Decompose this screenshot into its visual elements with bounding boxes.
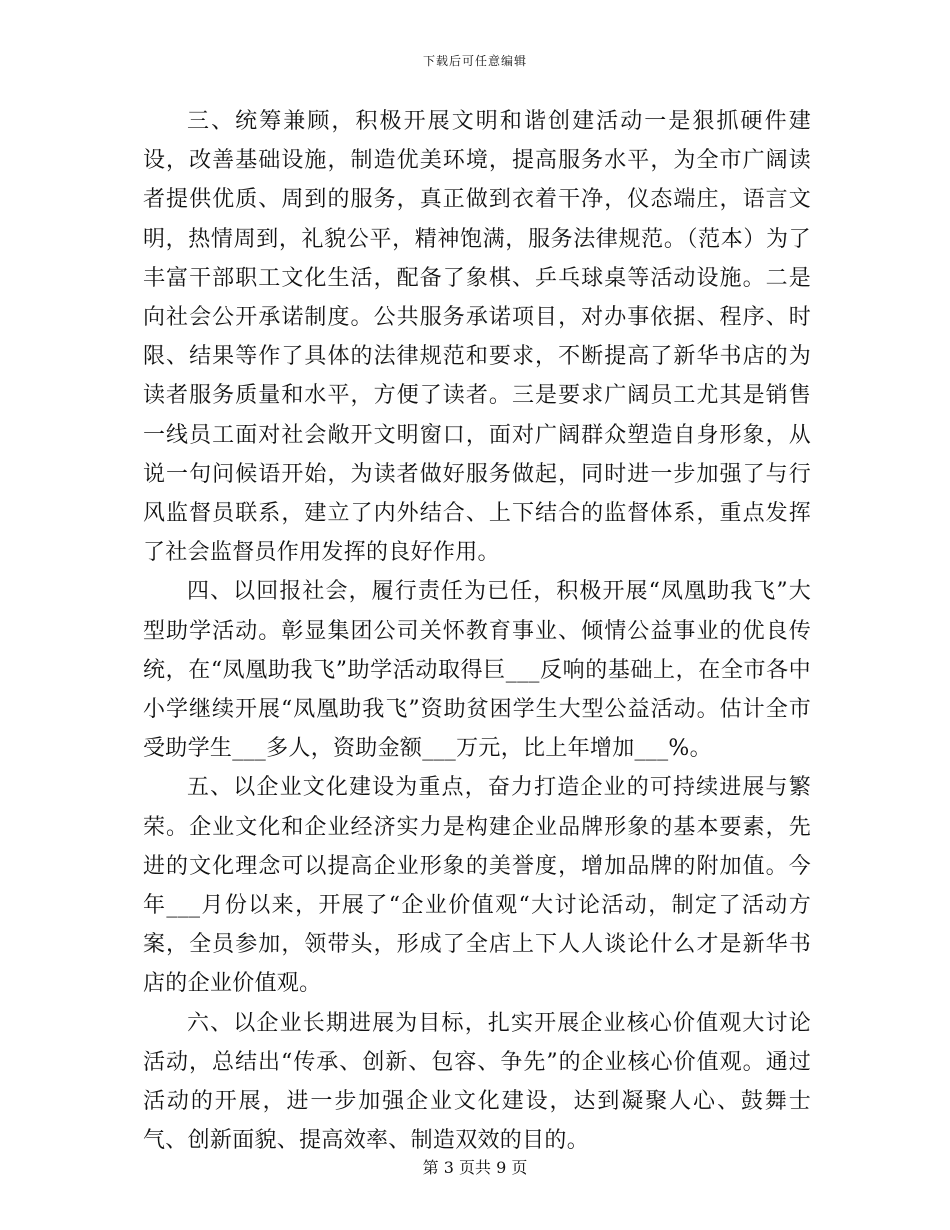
page-header: 下载后可任意编辑 bbox=[422, 54, 527, 68]
paragraph-section-6: 六、以企业长期进展为目标，扎实开展企业核心价值观大讨论活动，总结出“传承、创新、包容、争先”的企业核心价值观。通过活动的开展，进一步加强企业文化建设，达到凝聚人心、鼓舞士气、创新面貌、提高效率、制造双效的目的。 bbox=[143, 1010, 811, 1154]
document-body bbox=[143, 102, 811, 1160]
paragraph-section-4: 四、以回报社会，履行责任为已任，积极开展“凤凰助我飞”大型助学活动。彰显集团公司关怀教育事业、倾情公益事业的优良传统，在“凤凰助我飞”助学活动取得巨___反响的基础上，在全市各中小学继续开展“凤凰助我飞”资助贫困学生大型公益活动。估计全市受助学生___多人，资助金额___万元，比上年增加___%。 bbox=[143, 579, 811, 762]
paragraph-section-5: 五、以企业文化建设为重点，奋力打造企业的可持续进展与繁荣。企业文化和企业经济实力是构建企业品牌形象的基本要素，先进的文化理念可以提高企业形象的美誉度，增加品牌的附加值。今年___月份以来，开展了“企业价值观“大讨论活动，制定了活动方案，全员参加，领带头，形成了全店上下人人谈论什么才是新华书店的企业价值观。 bbox=[143, 775, 811, 997]
page-number-footer: 第 3 页共 9 页 bbox=[422, 1158, 528, 1177]
paragraph-section-3: 三、统筹兼顾，积极开展文明和谐创建活动一是狠抓硬件建设，改善基础设施，制造优美环境，提高服务水平，为全市广阔读者提供优质、周到的服务，真正做到衣着干净，仪态端庄，语言文明，热情周到，礼貌公平，精神饱满，服务法律规范。（范本）为了丰富干部职工文化生活，配备了象棋、乒乓球桌等活动设施。二是向社会公开承诺制度。公共服务承诺项目，对办事依据、程序、时限、结果等作了具体的法律规范和要求，不断提高了新华书店的为读者服务质量和水平，方便了读者。三是要求广阔员工尤其是销售一线员工面对社会敞开文明窗口，面对广阔群众塑造自身形象，从说一句问候语开始，为读者做好服务做起，同时进一步加强了与行风监督员联系，建立了内外结合、上下结合的监督体系，重点发挥了社会监督员作用发挥的良好作用。 bbox=[143, 109, 811, 566]
